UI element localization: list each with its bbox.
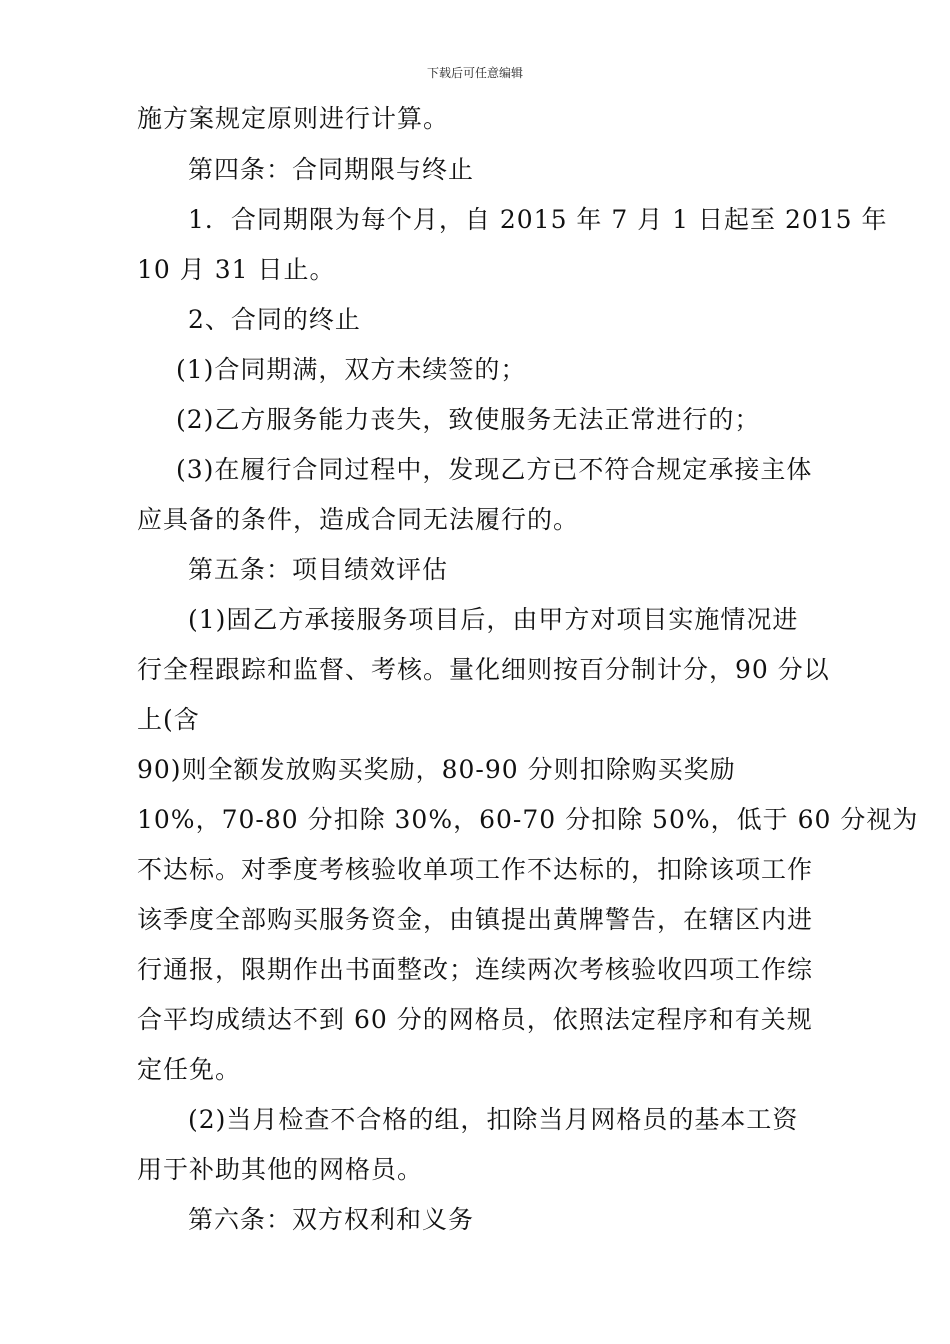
- text-line: 应具备的条件，造成合同无法履行的。: [137, 505, 580, 534]
- text-line: 行全程跟踪和监督、考核。量化细则按百分制计分，90 分以: [137, 655, 830, 684]
- text-line: (3)在履行合同过程中，发现乙方已不符合规定承接主体: [176, 455, 813, 484]
- text-line: 不达标。对季度考核验收单项工作不达标的，扣除该项工作: [137, 855, 814, 884]
- text-line: 该季度全部购买服务资金，由镇提出黄牌警告，在辖区内进: [137, 905, 814, 934]
- text-line: 1．合同期限为每个月，自 2015 年 7 月 1 日起至 2015 年: [188, 205, 888, 234]
- section-heading: 第五条：项目绩效评估: [188, 555, 449, 584]
- text-line: 行通报，限期作出书面整改；连续两次考核验收四项工作综: [137, 955, 814, 984]
- text-line: 上(含: [137, 705, 200, 734]
- text-line: 2、合同的终止: [188, 305, 361, 334]
- text-line: 10 月 31 日止。: [137, 255, 336, 284]
- text-line: 10%，70-80 分扣除 30%，60-70 分扣除 50%，低于 60 分视为: [137, 805, 919, 834]
- text-line: (1)合同期满，双方未续签的；: [176, 355, 527, 384]
- text-line: 用于补助其他的网格员。: [137, 1155, 424, 1184]
- text-line: (2)乙方服务能力丧失，致使服务无法正常进行的；: [176, 405, 761, 434]
- section-heading: 第四条：合同期限与终止: [188, 155, 475, 184]
- text-line: (1)固乙方承接服务项目后，由甲方对项目实施情况进: [188, 605, 799, 634]
- text-line: (2)当月检查不合格的组，扣除当月网格员的基本工资: [188, 1105, 799, 1134]
- page-header: 下载后可任意编辑: [426, 66, 523, 80]
- text-line: 定任免。: [137, 1055, 242, 1084]
- text-line: 合平均成绩达不到 60 分的网格员，依照法定程序和有关规: [137, 1005, 813, 1034]
- text-line: 90)则全额发放购买奖励，80-90 分则扣除购买奖励: [137, 755, 736, 784]
- section-heading: 第六条：双方权利和义务: [188, 1205, 475, 1234]
- text-line: 施方案规定原则进行计算。: [137, 104, 450, 133]
